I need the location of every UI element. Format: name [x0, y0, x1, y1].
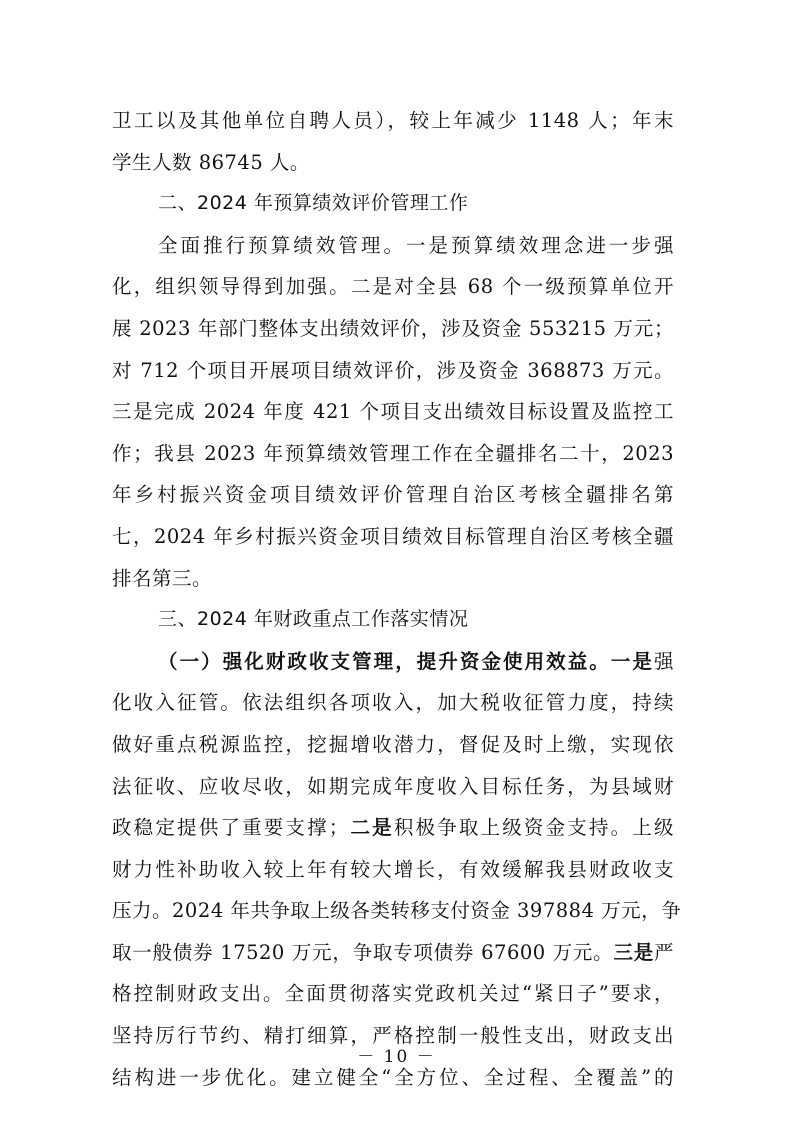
paragraph-line: 做好重点税源监控，挖掘增收潜力，督促及时上缴，实现依 [112, 732, 674, 756]
section-heading-3: 三、2024 年财政重点工作落实情况 [158, 608, 469, 631]
paragraph-line [112, 932, 674, 974]
paragraph-line [112, 807, 674, 849]
paragraph-line: 年乡村振兴资金项目绩效评价管理自治区考核全疆排名第 [112, 483, 674, 507]
line-head: 政稳定提供了重要支撑； [112, 816, 349, 840]
subsection-heading-1: （一）强化财政收支管理，提升资金使用效益。 [158, 649, 611, 673]
paragraph-line: 作；我县 2023 年预算绩效管理工作在全疆排名二十，2023 [112, 441, 674, 465]
paragraph-line: 卫工以及其他单位自聘人员），较上年减少 1148 人；年末 [112, 109, 674, 132]
paragraph-line: 三是完成 2024 年度 421 个项目支出绩效目标设置及监控工 [112, 400, 674, 424]
emphasis-yi-shi: 一是 [610, 649, 654, 673]
paragraph-line: 财力性补助收入较上年有较大增长，有效缓解我县财政收支 [112, 857, 674, 881]
paragraph-line: 结构进一步优化。建立健全“全方位、全过程、全覆盖”的 [112, 1065, 674, 1089]
paragraph-line: 七，2024 年乡村振兴资金项目绩效目标管理自治区考核全疆 [112, 524, 674, 548]
line-head: 取一般债券 17520 万元，争取专项债券 67600 万元。 [112, 940, 614, 964]
paragraph-line: 化，组织领导得到加强。二是对全县 68 个一级预算单位开 [112, 275, 674, 299]
emphasis-san-shi: 三是 [613, 940, 654, 964]
paragraph-line: 展 2023 年部门整体支出绩效评价，涉及资金 553215 万元； [112, 316, 674, 340]
paragraph-line: 排名第三。 [112, 566, 213, 590]
line-tail: 积极争取上级资金支持。上级 [393, 816, 674, 840]
line-tail: 强 [653, 649, 674, 673]
paragraph-line [112, 641, 674, 683]
paragraph-line: 对 712 个项目开展项目绩效评价，涉及资金 368873 万元。 [112, 358, 674, 382]
section-heading-2: 二、2024 年预算绩效评价管理工作 [158, 192, 469, 215]
paragraph-line: 格控制财政支出。全面贯彻落实党政机关过“紧日子”要求， [112, 982, 674, 1006]
page-number: － 10 － [357, 1047, 436, 1067]
paragraph-line: 坚持厉行节约、精打细算，严格控制一般性支出，财政支出 [112, 1024, 674, 1048]
paragraph-line: 压力。2024 年共争取上级各类转移支付资金 397884 万元，争 [112, 899, 682, 923]
paragraph-line: 学生人数 86745 人。 [112, 150, 310, 174]
body-text [112, 100, 682, 1098]
line-tail: 严 [653, 940, 674, 964]
paragraph-line: 全面推行预算绩效管理。一是预算绩效理念进一步强 [158, 233, 674, 257]
emphasis-er-shi: 二是 [348, 816, 394, 840]
paragraph-line: 法征收、应收尽收，如期完成年度收入目标任务，为县域财 [112, 774, 674, 798]
paragraph-line: 化收入征管。依法组织各项收入，加大税收征管力度，持续 [112, 691, 674, 715]
